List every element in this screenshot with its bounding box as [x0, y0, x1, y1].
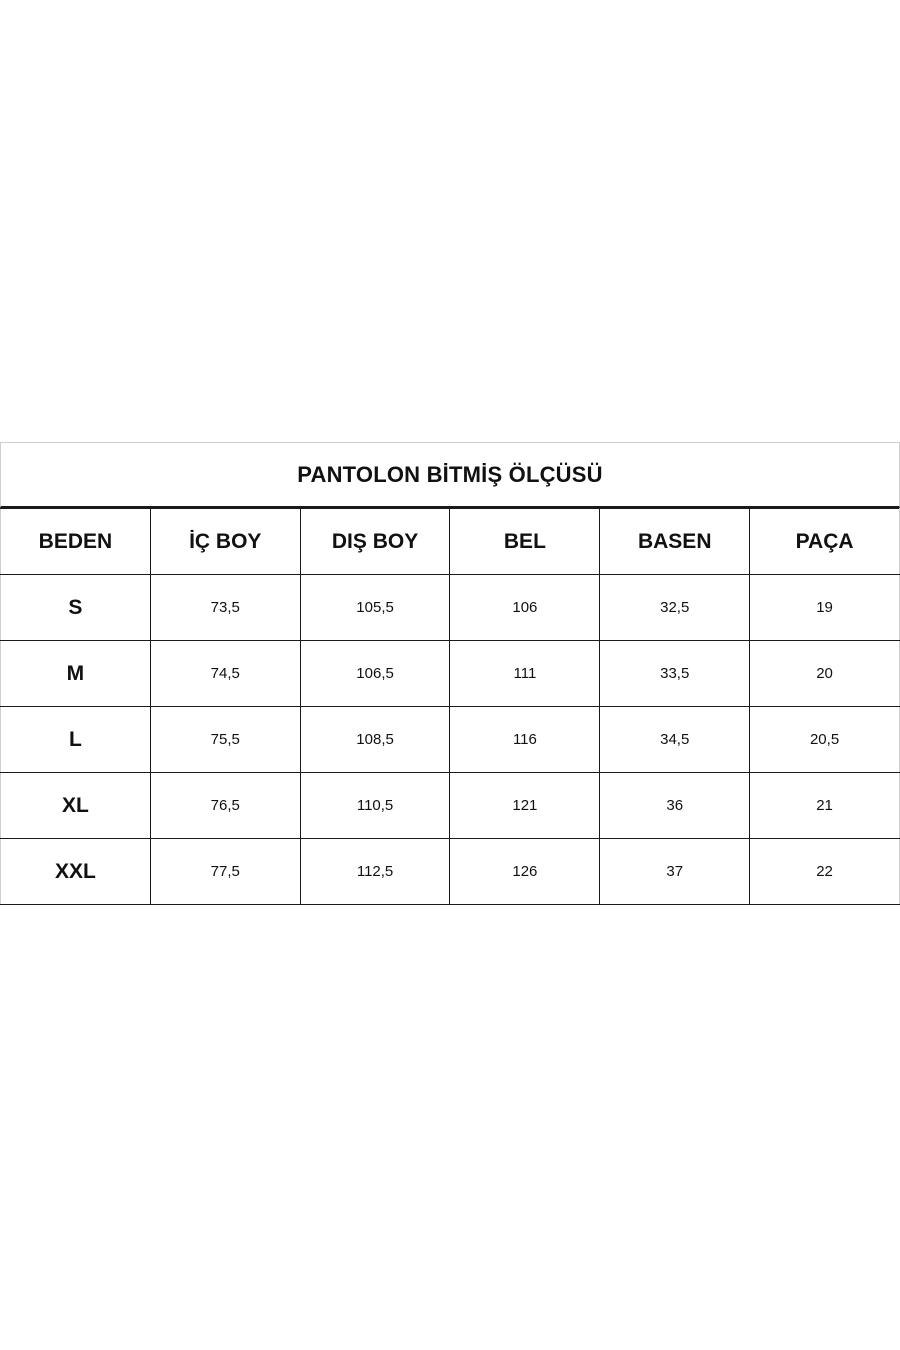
dis-boy-value: 105,5	[300, 575, 450, 641]
size-chart	[0, 442, 900, 905]
header-row	[1, 509, 900, 575]
dis-boy-value: 108,5	[300, 707, 450, 773]
header-dis-boy: DIŞ BOY	[300, 509, 450, 575]
bel-value: 111	[450, 641, 600, 707]
ic-boy-value: 73,5	[150, 575, 300, 641]
basen-value: 37	[600, 839, 750, 905]
paca-value: 19	[750, 575, 900, 641]
basen-value: 33,5	[600, 641, 750, 707]
bel-value: 116	[450, 707, 600, 773]
paca-value: 22	[750, 839, 900, 905]
table-row	[1, 839, 900, 905]
chart-title: PANTOLON BİTMİŞ ÖLÇÜSÜ	[0, 442, 900, 508]
paca-value: 20	[750, 641, 900, 707]
bel-value: 126	[450, 839, 600, 905]
table-row	[1, 575, 900, 641]
basen-value: 36	[600, 773, 750, 839]
ic-boy-value: 77,5	[150, 839, 300, 905]
basen-value: 32,5	[600, 575, 750, 641]
table-row	[1, 707, 900, 773]
basen-value: 34,5	[600, 707, 750, 773]
dis-boy-value: 110,5	[300, 773, 450, 839]
header-ic-boy: İÇ BOY	[150, 509, 300, 575]
header-bel: BEL	[450, 509, 600, 575]
table-row	[1, 773, 900, 839]
header-paca: PAÇA	[750, 509, 900, 575]
header-beden: BEDEN	[1, 509, 151, 575]
size-table	[0, 508, 900, 905]
bel-value: 106	[450, 575, 600, 641]
paca-value: 20,5	[750, 707, 900, 773]
ic-boy-value: 76,5	[150, 773, 300, 839]
size-label: XXL	[1, 839, 151, 905]
bel-value: 121	[450, 773, 600, 839]
size-label: XL	[1, 773, 151, 839]
ic-boy-value: 75,5	[150, 707, 300, 773]
dis-boy-value: 112,5	[300, 839, 450, 905]
ic-boy-value: 74,5	[150, 641, 300, 707]
paca-value: 21	[750, 773, 900, 839]
size-label: M	[1, 641, 151, 707]
header-basen: BASEN	[600, 509, 750, 575]
size-label: L	[1, 707, 151, 773]
table-row	[1, 641, 900, 707]
size-label: S	[1, 575, 151, 641]
dis-boy-value: 106,5	[300, 641, 450, 707]
